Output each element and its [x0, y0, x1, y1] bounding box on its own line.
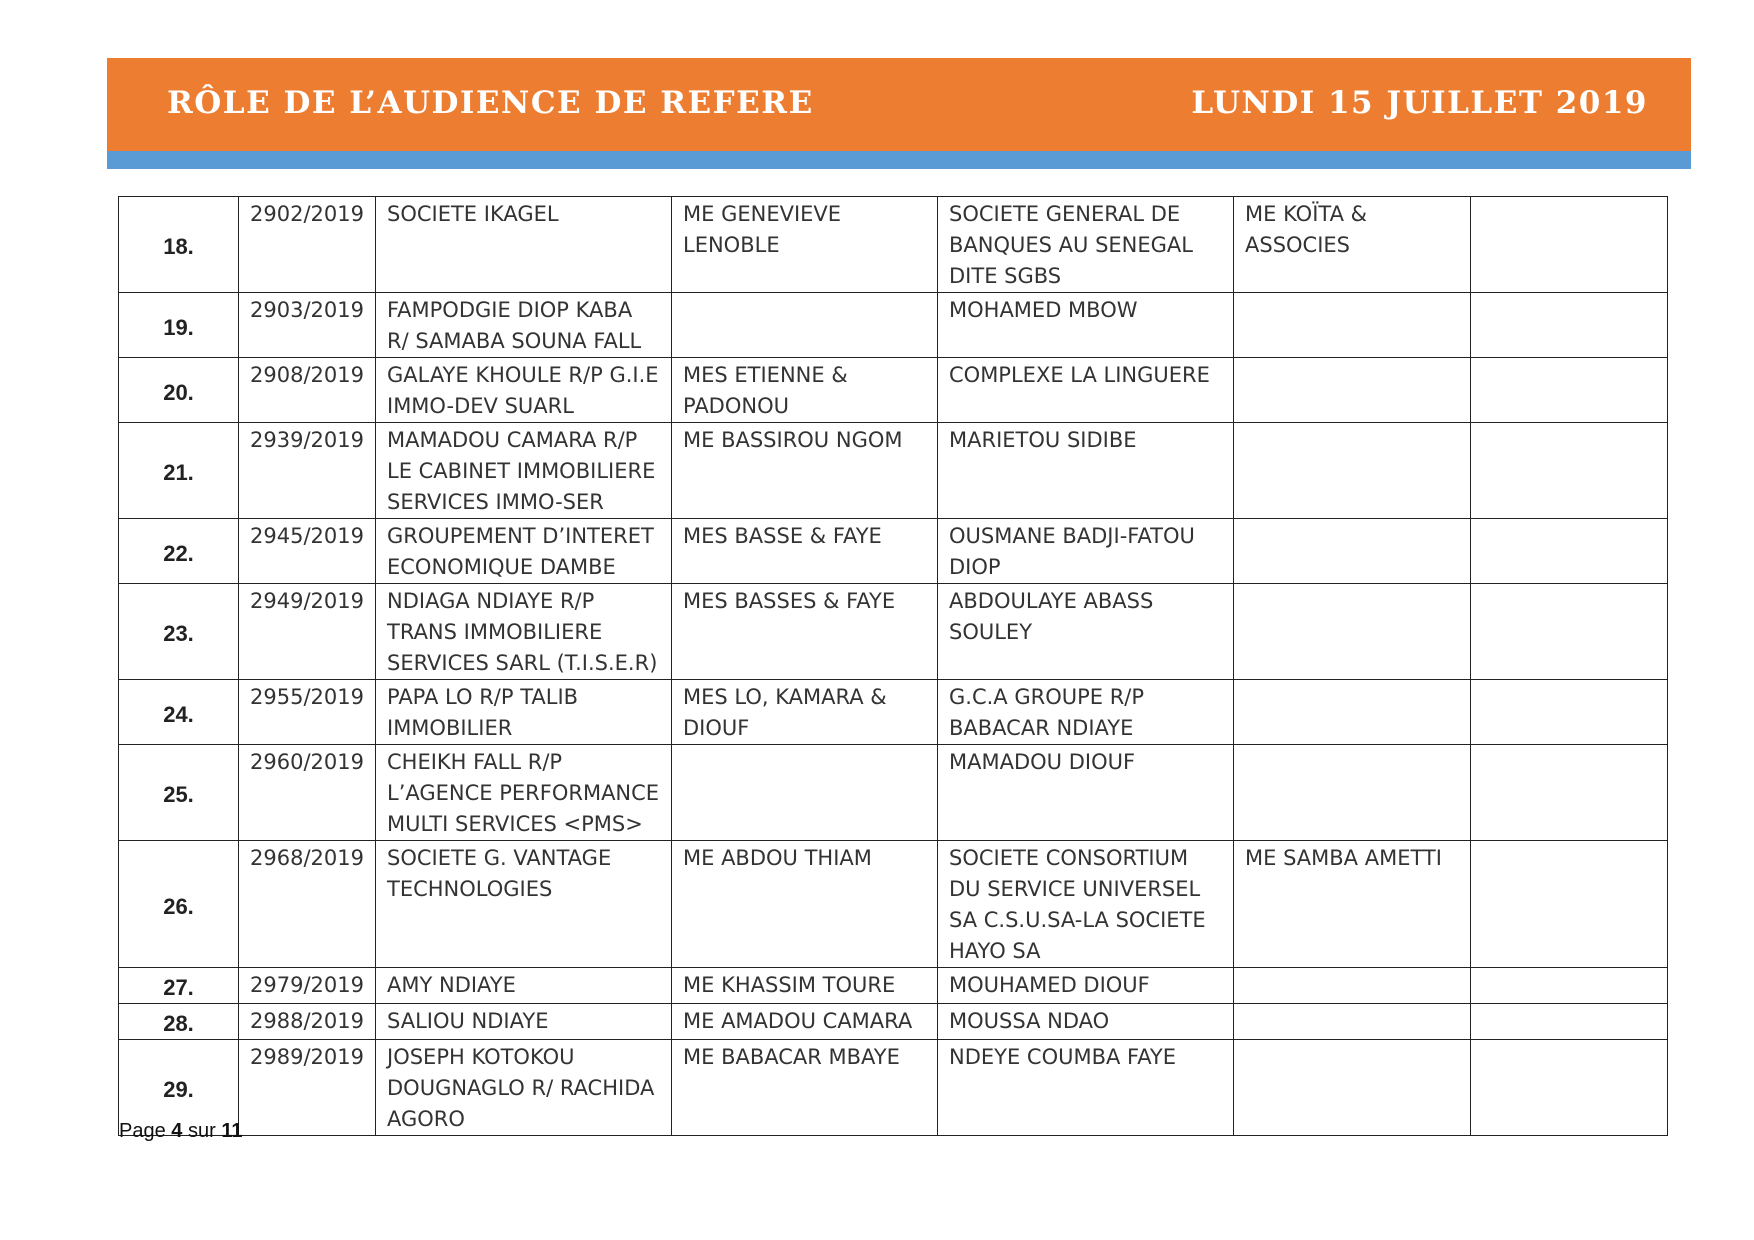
plaintiff-lawyer-cell: ME GENEVIEVE LENOBLE	[672, 197, 938, 293]
observation-cell	[1471, 197, 1668, 293]
table-row	[119, 841, 1668, 968]
case-list-table	[118, 196, 1668, 1136]
defendant-lawyer-cell	[1234, 680, 1471, 745]
table-row	[119, 293, 1668, 358]
plaintiff-cell: JOSEPH KOTOKOU DOUGNAGLO R/ RACHIDA AGORO	[376, 1040, 672, 1136]
case-number-cell: 28.	[119, 1004, 239, 1040]
docket-number-cell: 2989/2019	[239, 1040, 376, 1136]
table-row	[119, 680, 1668, 745]
case-number-cell: 20.	[119, 358, 239, 423]
plaintiff-lawyer-cell: MES BASSES & FAYE	[672, 584, 938, 680]
table-row	[119, 745, 1668, 841]
table-row	[119, 423, 1668, 519]
defendant-cell: COMPLEXE LA LINGUERE	[938, 358, 1234, 423]
case-number-cell: 19.	[119, 293, 239, 358]
case-number-cell: 25.	[119, 745, 239, 841]
plaintiff-cell: CHEIKH FALL R/P L’AGENCE PERFORMANCE MULTI SERVICES <PMS>	[376, 745, 672, 841]
table-row	[119, 1040, 1668, 1136]
plaintiff-cell: NDIAGA NDIAYE R/P TRANS IMMOBILIERE SERVICES SARL (T.I.S.E.R)	[376, 584, 672, 680]
docket-number-cell: 2968/2019	[239, 841, 376, 968]
page-footer	[119, 1120, 242, 1143]
defendant-cell: G.C.A GROUPE R/P BABACAR NDIAYE	[938, 680, 1234, 745]
observation-cell	[1471, 745, 1668, 841]
defendant-lawyer-cell: ME SAMBA AMETTI	[1234, 841, 1471, 968]
docket-number-cell: 2979/2019	[239, 968, 376, 1004]
defendant-lawyer-cell	[1234, 968, 1471, 1004]
defendant-cell: NDEYE COUMBA FAYE	[938, 1040, 1234, 1136]
docket-number-cell: 2902/2019	[239, 197, 376, 293]
total-pages: 11	[221, 1120, 243, 1142]
case-number-cell: 22.	[119, 519, 239, 584]
observation-cell	[1471, 968, 1668, 1004]
plaintiff-cell: SOCIETE IKAGEL	[376, 197, 672, 293]
case-number-cell: 18.	[119, 197, 239, 293]
plaintiff-cell: SOCIETE G. VANTAGE TECHNOLOGIES	[376, 841, 672, 968]
defendant-cell: MAMADOU DIOUF	[938, 745, 1234, 841]
defendant-lawyer-cell	[1234, 293, 1471, 358]
defendant-lawyer-cell	[1234, 745, 1471, 841]
plaintiff-lawyer-cell	[672, 293, 938, 358]
hearing-date: LUNDI 15 JUILLET 2019	[1191, 85, 1648, 121]
plaintiff-lawyer-cell: ME BASSIROU NGOM	[672, 423, 938, 519]
docket-number-cell: 2960/2019	[239, 745, 376, 841]
case-number-cell: 27.	[119, 968, 239, 1004]
observation-cell	[1471, 423, 1668, 519]
plaintiff-lawyer-cell: ME ABDOU THIAM	[672, 841, 938, 968]
plaintiff-cell: FAMPODGIE DIOP KABA R/ SAMABA SOUNA FALL	[376, 293, 672, 358]
plaintiff-cell: SALIOU NDIAYE	[376, 1004, 672, 1040]
observation-cell	[1471, 358, 1668, 423]
docket-number-cell: 2939/2019	[239, 423, 376, 519]
plaintiff-lawyer-cell: MES LO, KAMARA & DIOUF	[672, 680, 938, 745]
observation-cell	[1471, 680, 1668, 745]
observation-cell	[1471, 1040, 1668, 1136]
table-row	[119, 358, 1668, 423]
plaintiff-cell: PAPA LO R/P TALIB IMMOBILIER	[376, 680, 672, 745]
header-accent-stripe	[107, 151, 1691, 169]
defendant-cell: MOUSSA NDAO	[938, 1004, 1234, 1040]
docket-number-cell: 2955/2019	[239, 680, 376, 745]
table-row	[119, 968, 1668, 1004]
page-word: Page	[119, 1120, 166, 1142]
defendant-cell: OUSMANE BADJI-FATOU DIOP	[938, 519, 1234, 584]
docket-number-cell: 2945/2019	[239, 519, 376, 584]
plaintiff-cell: AMY NDIAYE	[376, 968, 672, 1004]
page-number: 4	[171, 1120, 183, 1142]
defendant-cell: MARIETOU SIDIBE	[938, 423, 1234, 519]
observation-cell	[1471, 293, 1668, 358]
table-row	[119, 197, 1668, 293]
defendant-lawyer-cell	[1234, 358, 1471, 423]
docket-number-cell: 2908/2019	[239, 358, 376, 423]
plaintiff-lawyer-cell: MES ETIENNE & PADONOU	[672, 358, 938, 423]
defendant-cell: ABDOULAYE ABASS SOULEY	[938, 584, 1234, 680]
observation-cell	[1471, 841, 1668, 968]
docket-number-cell: 2988/2019	[239, 1004, 376, 1040]
case-rows	[119, 197, 1668, 1136]
plaintiff-lawyer-cell: MES BASSE & FAYE	[672, 519, 938, 584]
defendant-lawyer-cell	[1234, 584, 1471, 680]
defendant-lawyer-cell	[1234, 1004, 1471, 1040]
document-title: RÔLE DE L’AUDIENCE DE REFERE	[167, 85, 814, 121]
case-number-cell: 21.	[119, 423, 239, 519]
case-number-cell: 23.	[119, 584, 239, 680]
observation-cell	[1471, 519, 1668, 584]
observation-cell	[1471, 584, 1668, 680]
plaintiff-lawyer-cell: ME AMADOU CAMARA	[672, 1004, 938, 1040]
defendant-lawyer-cell	[1234, 519, 1471, 584]
defendant-lawyer-cell	[1234, 423, 1471, 519]
plaintiff-cell: MAMADOU CAMARA R/P LE CABINET IMMOBILIERE SERVICES IMMO-SER	[376, 423, 672, 519]
plaintiff-lawyer-cell: ME KHASSIM TOURE	[672, 968, 938, 1004]
defendant-cell: SOCIETE CONSORTIUM DU SERVICE UNIVERSEL SA C.S.U.SA-LA SOCIETE HAYO SA	[938, 841, 1234, 968]
defendant-lawyer-cell: ME KOÏTA & ASSOCIES	[1234, 197, 1471, 293]
case-number-cell: 24.	[119, 680, 239, 745]
docket-number-cell: 2903/2019	[239, 293, 376, 358]
defendant-cell: MOUHAMED DIOUF	[938, 968, 1234, 1004]
plaintiff-cell: GALAYE KHOULE R/P G.I.E IMMO-DEV SUARL	[376, 358, 672, 423]
table-row	[119, 519, 1668, 584]
defendant-cell: MOHAMED MBOW	[938, 293, 1234, 358]
plaintiff-lawyer-cell	[672, 745, 938, 841]
case-number-cell: 29.	[119, 1040, 239, 1136]
case-number-cell: 26.	[119, 841, 239, 968]
table-row	[119, 584, 1668, 680]
table-row	[119, 1004, 1668, 1040]
defendant-lawyer-cell	[1234, 1040, 1471, 1136]
plaintiff-cell: GROUPEMENT D’INTERET ECONOMIQUE DAMBE	[376, 519, 672, 584]
of-word: sur	[187, 1120, 216, 1142]
plaintiff-lawyer-cell: ME BABACAR MBAYE	[672, 1040, 938, 1136]
docket-number-cell: 2949/2019	[239, 584, 376, 680]
observation-cell	[1471, 1004, 1668, 1040]
defendant-cell: SOCIETE GENERAL DE BANQUES AU SENEGAL DITE SGBS	[938, 197, 1234, 293]
